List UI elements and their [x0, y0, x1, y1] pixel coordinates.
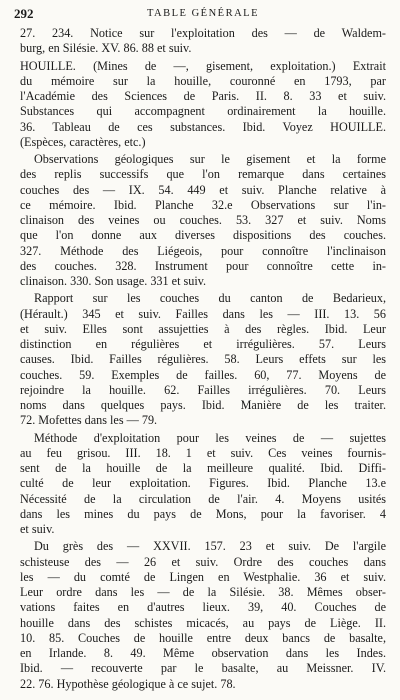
text-line: distinction en régulières et irrégulières. 57. Leurs [20, 337, 386, 351]
text-line: (Hérault.) 345 et suiv. Failles dans les — III. 13. 56 [20, 306, 386, 321]
text-line: des couches. 328. Instrument pour connoître cette in- [20, 258, 386, 273]
text-line: noms dans quelques pays. Ibid. Manière de les traiter. [20, 398, 386, 412]
text-line: des replis successifs que l'on remarque dans certaines [20, 167, 386, 182]
text-line: Observations géologiques sur le gisement et la forme [34, 152, 386, 166]
text-line: sent de la houille de la meilleure qualité. Ibid. Diffi- [20, 461, 386, 475]
text-line: dans les mines du pays de Mons, pour la favoriser. 4 [20, 506, 386, 521]
paragraph [20, 152, 386, 289]
page-number: 292 [14, 6, 34, 21]
text-line: en Irlande. 8. 49. Même observation dans les Indes. [20, 646, 386, 660]
text-line: Méthode d'exploitation pour les veines de — sujettes [34, 430, 386, 445]
text-line: HOUILLE. (Mines de —, gisement, exploitation.) Extrait [20, 58, 386, 73]
paragraph [20, 291, 386, 428]
text-line: Ibid. — recouverte par le basalte, au Meissner. IV. [20, 661, 386, 676]
text-line: clinaison. 330. Son usage. 331 et suiv. [20, 274, 207, 288]
text-line: du mémoire sur la houille, couronné en 1793, par [20, 73, 386, 88]
text-line: Rapport sur les couches du canton de Bedarieux, [34, 291, 386, 306]
paragraph [20, 59, 386, 151]
text-line: (Espèces, caractères, etc.) [20, 134, 146, 149]
text-line: 10. 85. Couches de houille entre deux bancs de basalte, [20, 630, 386, 645]
text-line: Du grès des — XXVII. 157. 23 et suiv. De l'argile [34, 539, 386, 554]
text-line: houille dans des schistes micacés, au pays de Liège. II. [20, 615, 386, 630]
text-line: et suiv. Elles sont assujetties à des règles. Ibid. Leur [20, 321, 386, 336]
text-line: Leur ordre dans les — de la Silésie. 38. Mêmes obser- [20, 585, 386, 599]
text-line: 36. Tableau de ces substances. Ibid. Voyez HOUILLE. [20, 119, 386, 134]
text-line: que l'on donne aux diverses dispositions des couches. [20, 228, 386, 243]
page-header [14, 4, 386, 26]
running-head: TABLE GÉNÉRALE [146, 8, 260, 19]
text-line: 27. 234. Notice sur l'exploitation des — de Waldem- [20, 26, 386, 40]
text-line: burg, en Silésie. XV. 86. 88 et suiv. [20, 41, 192, 56]
text-line: 72. Mofettes dans les — 79. [20, 413, 158, 428]
text-line: couches des — IX. 54. 449 et suiv. Planche relative à [20, 182, 386, 197]
text-line: Nécessité de la circulation de l'air. 4. Moyens usités [20, 491, 386, 506]
paragraph [20, 539, 386, 692]
text-line: schisteuse des — 26 et suiv. Ordre des couches dans [20, 554, 386, 569]
text-line: couches. 59. Exemples de failles. 60, 77. Moyens de [20, 367, 386, 382]
paragraph [20, 431, 386, 538]
text-line: 327. Méthode des Liégeois, pour connoître l'inclinaison [20, 243, 386, 258]
text-line: 22. 76. Hypothèse géologique à ce sujet. 78. [20, 676, 236, 691]
text-line: l'Académie des Sciences de Paris. II. 8. 33 et suiv. [20, 89, 386, 103]
text-line: et suiv. [20, 522, 55, 536]
text-line: les — du comté de Lingen en Westphalie. 36 et suiv. [20, 569, 386, 584]
text-line: causes. Ibid. Failles régulières. 58. Leurs effets sur les [20, 352, 386, 367]
text-line: rejoindre la houille. 62. Failles irrégulières. 70. Leurs [20, 382, 386, 397]
text-line: Substances qui accompagnent ordinairement la houille. [20, 104, 386, 119]
text-line: clinaison des veines ou couches. 53. 327 et suiv. Noms [20, 213, 386, 227]
paragraph [20, 26, 386, 57]
text-line: au feu grisou. III. 18. 1 et suiv. Ces veines fournis- [20, 445, 386, 460]
body-text [20, 26, 386, 692]
text-line: vations faites en d'autres lieux. 39, 40. Couches de [20, 600, 386, 615]
text-line: culté de leur exploitation. Figures. Ibid. Planche 13.e [20, 476, 386, 491]
text-line: ce mémoire. Ibid. Planche 32.e Observations sur l'in- [20, 197, 386, 212]
